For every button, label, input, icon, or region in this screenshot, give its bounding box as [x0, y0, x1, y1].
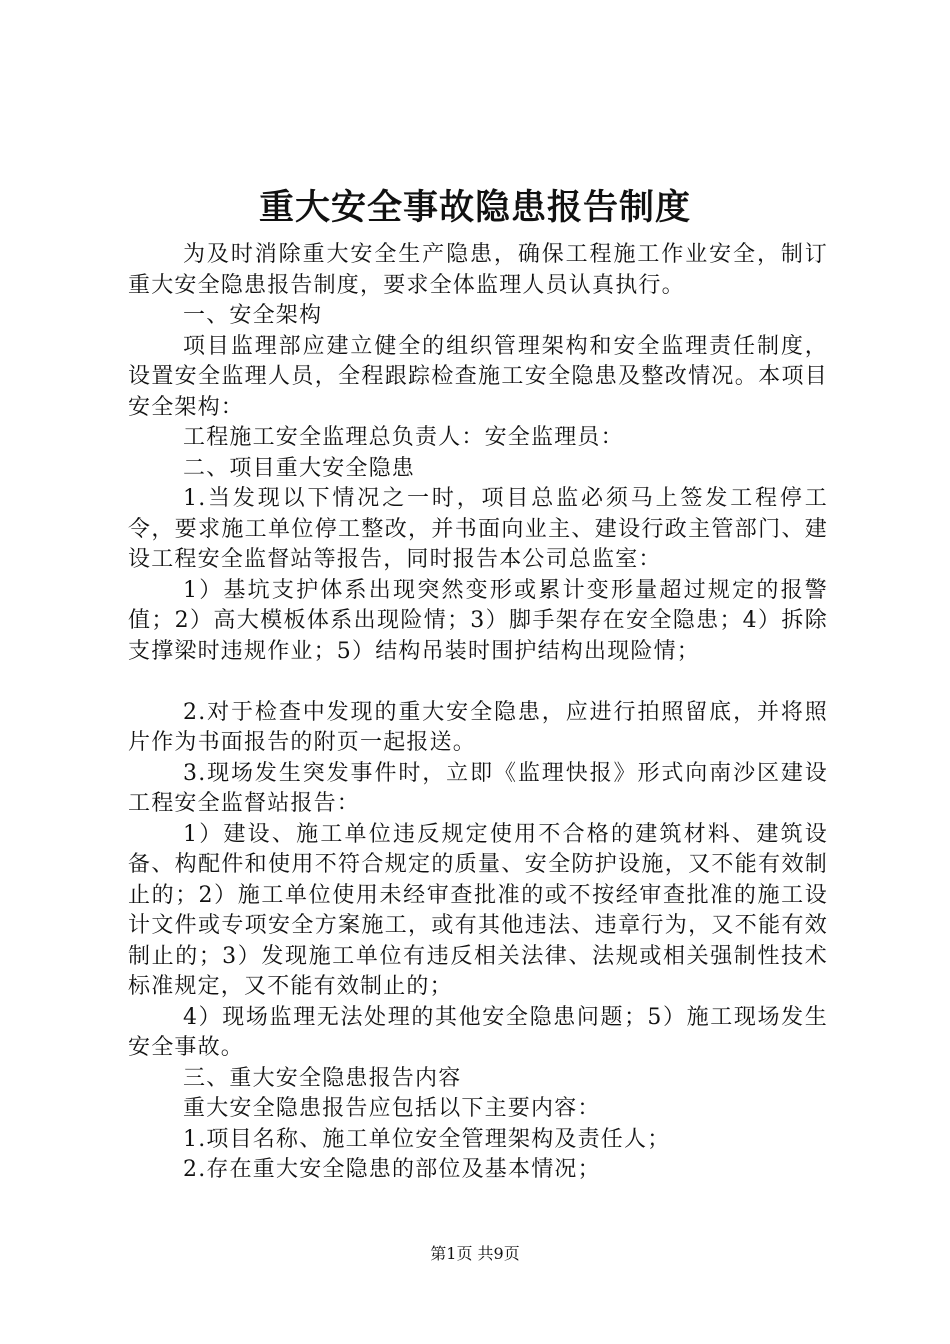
paragraph-item-2: 2.对于检查中发现的重大安全隐患，应进行拍照留底，并将照片作为书面报告的附页一起报送。	[128, 699, 828, 755]
paragraph-item-3-list: 1）建设、施工单位违反规定使用不合格的建筑材料、建筑设备、构配件和使用不符合规定的质量、安全防护设施，又不能有效制止的；2）施工单位使用未经审查批准的或不按经审查批准的施工设计文件或专项安全方案施工，或有其他违法、违章行为，又不能有效制止的；3）发现施工单位有违反相关法律、法规或相关强制性技术标准规定，又不能有效制止的；	[128, 821, 828, 999]
section-heading-3: 三、重大安全隐患报告内容	[183, 1065, 462, 1091]
document-body	[128, 240, 828, 1186]
paragraph-responsible: 工程施工安全监理总负责人：安全监理员：	[183, 425, 624, 450]
paragraph-architecture: 项目监理部应建立健全的组织管理架构和安全监理责任制度，设置安全监理人员，全程跟踪检查施工安全隐患及整改情况。本项目安全架构：	[128, 333, 828, 420]
paragraph-intro: 为及时消除重大安全生产隐患，确保工程施工作业安全，制订重大安全隐患报告制度，要求全体监理人员认真执行。	[128, 242, 828, 298]
paragraph-report-item-1: 1.项目名称、施工单位安全管理架构及责任人；	[183, 1126, 671, 1152]
section-heading-2: 二、项目重大安全隐患	[183, 455, 416, 481]
paragraph-item-1: 1.当发现以下情况之一时，项目总监必须马上签发工程停工令，要求施工单位停工整改，并书面向业主、建设行政主管部门、建设工程安全监督站等报告，同时报告本公司总监室：	[128, 486, 828, 572]
paragraph-item-1-list: 1）基坑支护体系出现突然变形或累计变形量超过规定的报警值；2）高大模板体系出现险情；3）脚手架存在安全隐患；4）拆除支撑梁时违规作业；5）结构吊装时围护结构出现险情；	[128, 577, 828, 664]
paragraph-report-content: 重大安全隐患报告应包括以下主要内容：	[183, 1096, 601, 1121]
document-title: 重大安全事故隐患报告制度	[258, 187, 691, 228]
blank-line	[128, 667, 828, 698]
paragraph-item-3-list-cont: 4）现场监理无法处理的其他安全隐患问题；5）施工现场发生安全事故。	[128, 1004, 828, 1060]
paragraph-item-3: 3.现场发生突发事件时，立即《监理快报》形式向南沙区建设工程安全监督站报告：	[128, 760, 828, 816]
section-heading-1: 一、安全架构	[183, 303, 323, 328]
page-footer: 第1页 共9页	[430, 1244, 520, 1263]
paragraph-report-item-2: 2.存在重大安全隐患的部位及基本情况；	[183, 1157, 601, 1182]
